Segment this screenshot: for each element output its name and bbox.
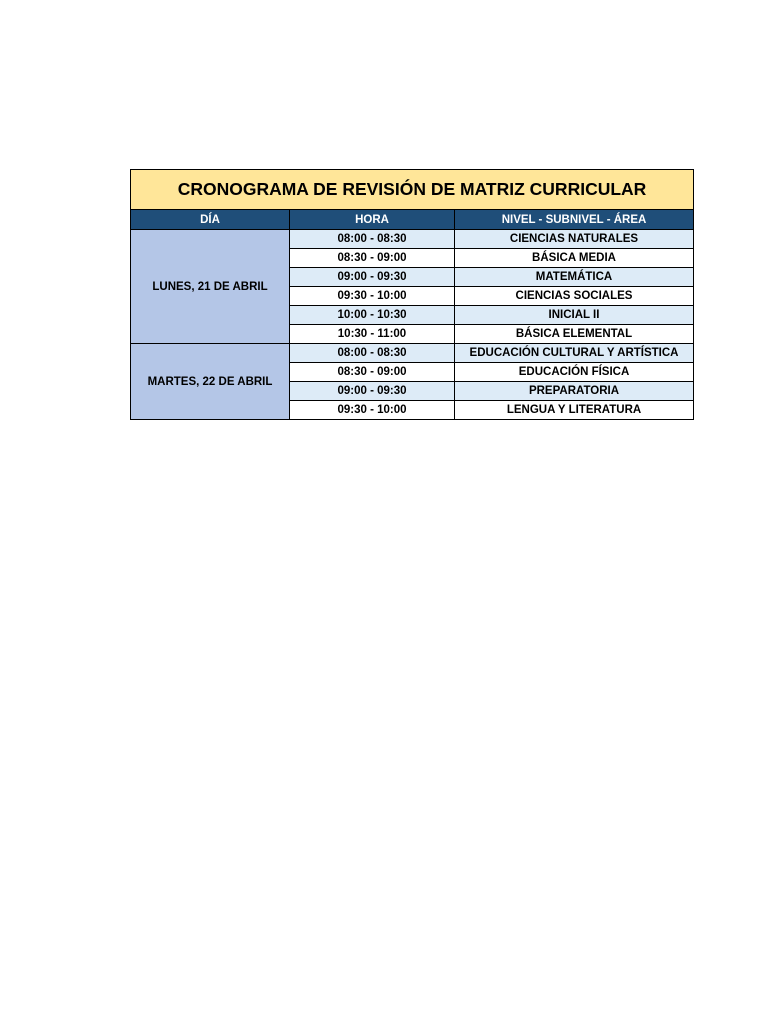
area-cell: MATEMÁTICA (455, 268, 694, 287)
time-cell: 08:00 - 08:30 (290, 230, 455, 249)
area-cell: EDUCACIÓN FÍSICA (455, 363, 694, 382)
area-cell: BÁSICA MEDIA (455, 249, 694, 268)
table-title: CRONOGRAMA DE REVISIÓN DE MATRIZ CURRICULAR (131, 170, 694, 210)
header-row (131, 210, 694, 230)
time-cell: 08:00 - 08:30 (290, 344, 455, 363)
column-header-level: NIVEL - SUBNIVEL - ÁREA (455, 210, 694, 230)
column-header-day: DÍA (131, 210, 290, 230)
area-cell: INICIAL II (455, 306, 694, 325)
time-cell: 08:30 - 09:00 (290, 249, 455, 268)
time-cell: 10:30 - 11:00 (290, 325, 455, 344)
schedule-table (130, 169, 694, 420)
area-cell: LENGUA Y LITERATURA (455, 401, 694, 420)
area-cell: CIENCIAS SOCIALES (455, 287, 694, 306)
area-cell: EDUCACIÓN CULTURAL Y ARTÍSTICA (455, 344, 694, 363)
time-cell: 09:30 - 10:00 (290, 401, 455, 420)
area-cell: PREPARATORIA (455, 382, 694, 401)
time-cell: 08:30 - 09:00 (290, 363, 455, 382)
table-row (131, 230, 694, 249)
day-cell-monday: LUNES, 21 DE ABRIL (131, 230, 290, 344)
title-row (131, 170, 694, 210)
area-cell: CIENCIAS NATURALES (455, 230, 694, 249)
time-cell: 10:00 - 10:30 (290, 306, 455, 325)
time-cell: 09:00 - 09:30 (290, 268, 455, 287)
time-cell: 09:30 - 10:00 (290, 287, 455, 306)
table-row (131, 344, 694, 363)
day-cell-tuesday: MARTES, 22 DE ABRIL (131, 344, 290, 420)
column-header-time: HORA (290, 210, 455, 230)
area-cell: BÁSICA ELEMENTAL (455, 325, 694, 344)
time-cell: 09:00 - 09:30 (290, 382, 455, 401)
